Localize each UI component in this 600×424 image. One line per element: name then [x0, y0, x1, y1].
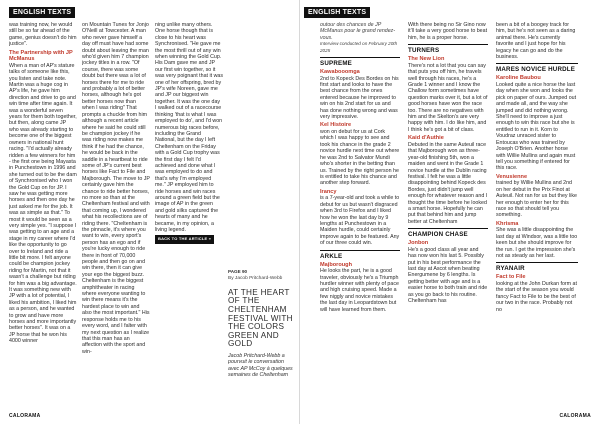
- race-heading: CHAMPION CHASE: [408, 228, 488, 238]
- race-heading: RYANAIR: [496, 262, 578, 272]
- interview-date: Interview conducted on February 20th 2025: [320, 41, 398, 53]
- horse-analysis: He looks the part, he is a good traveler, obviously he's a Triumph hurdler winner with plenty of pace and high cruising speed. Made a few niggly and novice mistakes the last day in Leopardstown but will have learned from them.: [320, 268, 399, 313]
- article-column-1: [9, 22, 77, 345]
- horse-name: Fact to File: [496, 274, 526, 281]
- article-column-3: [155, 22, 223, 244]
- byline: By Jacob Pritchard-Webb: [228, 276, 283, 282]
- horse-name: Kawabooomga: [320, 69, 360, 76]
- feature-intro: Jacob Pritchard-Webb a pourvuit le conversation avec AP McCoy à quelques semaines de Cheltenham: [228, 352, 293, 379]
- horse-analysis: is a 7-year-old and took a while to debut for us but wasn't disgraced when 3rd to Firefox and I liked how he won the last day by 9 lengths at Punchestown in a Maiden hurdle, could certainly improve again to be featured. Any of our three could win.: [320, 195, 400, 247]
- continued-text: With there being no Sir Gino now it'll take a very good horse to beat him, he is a proper horse.: [408, 22, 488, 41]
- horse-analysis: Looked quite a nice horse the last day when she won and looks the pick on paper of ours. Jumped out and made all, and the way she jumped and did nothing wrong. She'll need to improve a just enough to win this race but she is entitled to run in it. Korn to Voudraz unraced sister to Entoucas who was trained by Joseph O'Brien. Another horse with Willie Mullins and again must tell you something if entered for this race.: [496, 82, 577, 172]
- horse-name: Venusienne: [496, 173, 528, 180]
- horse-analysis: There's not a lot that you can say that puts you off him, he travels well through his races, he's a Grade 1 winner and I know the Challow form sometimes have question marks over it, but a lot of good horses have won the race too. There are no negatives with him and the Skelton's are very happy with him. I do like him, and I think he's got a bit of class.: [408, 62, 488, 133]
- feature-headline: AT THE HEART OF THE CHELTENHAM FESTIVAL WITH THE COLORS GREEN AND GOLD: [228, 287, 293, 349]
- horse-analysis: trained by Willie Mullins and 2nd on her debut in the Prix Finot at Auteuil. Not ran for us but they like her enough to enter her for this race so that should tell you something.: [496, 180, 577, 219]
- horse-analysis: looking at the John Durkan form at the start of the season you would fancy Fact to File to be the best of our two in the race. Probably not no: [496, 280, 577, 313]
- section-header-tab: ENGLISH TEXTS: [9, 7, 75, 18]
- horse-analysis: He's a good class all year and has now won his last 5. Possibly put in his best performance the last day at Ascot when beating Energumene by 6 lengths. Is getting better with age and is a easier horse to both train and ride as you go back to his routine. Cheltenham has: [408, 246, 488, 304]
- back-to-article-button[interactable]: BACK TO THE ARTICLE »: [155, 235, 214, 243]
- article-body-text: ning unlike many others. One horse though that is close to his heart was Synchronised. "He gave me the most thrill out of any win when winning the Gold Cup. His Dam gave me and JP our first win together, so it was very poignant that it was one of her offspring, bred by JP's wife Noreen, gave me and JP our biggest win together. It was the one day I walked out of a racecourse thinking 'that is what I was employed to do', and I'd won numerous big races before, including the Grand National, but the day I left Cheltenham on the Friday with a Gold Cup trophy was the first day I felt I'd achieved and done what I was employed to do and that's why I'm employed me." JP employed him to ride horses and win races around a green field but the image of AP in the green and gold silks captured the hearts of many and he became, in my opinion, a living legend.: [155, 22, 223, 233]
- tips-intro-text: outour des chances de JP McManus pour le grand rendez-vous.: [320, 22, 396, 41]
- footer-brand: CALORAMA: [9, 413, 41, 419]
- article-body-text: When a man of AP's stature talks of someone like this, you listen and take note. Martin was a huge cog in AP's life, he gave him direction and drive to go and win time after time again. It was a wonderful seven years for them both together, but then, along came JP who was already starting to become one of the biggest owners in national hunt racing. "I'd actually already ridden a few winners for him - the first one being Mayasta in Punchestown in 1996 and she turned out to be the dam of Synchronised who I won the Gold Cup on for JP. I saw he was getting more horses and then one day he just asked me for the job. It was as simple as that." To most it would be seen as a very simple yes. "I suppose I was getting to an age and a stage in my career where I'd like the opportunity to go over to Ireland and ride a little bit more. I felt anyone could be champion jockey riding for Martin, not that it wasn't a challenge but riding for him was a big advantage. It was something new with JP with a lot of potential, I liked his ambition, I liked him as a person, and he wanted to grow and have more horses and more importantly better horses". It was on a JP horse that he won his 4000 winner: [9, 62, 77, 345]
- race-heading: ARKLE: [320, 250, 400, 260]
- article-intro-text: was training now, he would still be so far ahead of the game, genius doesn't do him justice".: [9, 22, 77, 48]
- article-column-2: [82, 22, 150, 355]
- tips-column-1: [320, 22, 400, 313]
- tips-column-3: [496, 22, 578, 313]
- right-page: [300, 0, 600, 424]
- horse-name: Irancy: [320, 188, 337, 195]
- race-heading: MARES NOVICE HURDLE: [496, 63, 578, 73]
- horse-name: Majborough: [320, 261, 353, 268]
- horse-analysis: Debuted in the same Auteuil race that Majborough won as three-year-old finishing 5th, won a maiden and went in the Grade 1 novice hurdle at the Dublin racing festival. I felt he was a little disappointing behind Kopeck des Bordes, just didn't jump well enough for whatever reason and I thought the time before he looked a smart horse. Hopefully he can put that behind him and jump better at Cheltenham: [408, 141, 488, 225]
- page-number: PAGE 90: [228, 269, 248, 274]
- subheading-partnership: The Partnership with JP McManus: [9, 49, 73, 63]
- horse-name: Kaid d'Authie: [408, 135, 444, 142]
- horse-analysis: won on debut for us at Cork which I was happy to see and took his chance in the grade 2 novice hurdle next time out where he was 2nd to Salvator Mundi who's shorter in the betting than us. Trained by the right person he is entitled to take his chance and another step forward.: [320, 129, 400, 187]
- horse-analysis: 2nd to Kopeck Des Bordes on his first start and looks to have the best chance from the ones entered because he improved to win on his 2nd start for us and has done nothing wrong and was very impressive.: [320, 75, 399, 121]
- horse-name: The New Lion: [408, 56, 445, 63]
- feature-column: [228, 22, 294, 379]
- race-heading: SUPREME: [320, 57, 400, 67]
- section-header-tab: ENGLISH TEXTS: [304, 7, 370, 18]
- horse-name: Karoline Baubou: [496, 75, 541, 82]
- horse-analysis: She was a little disappointing the last day at Windsor, was a little too keen but she should improve for the run. I get the impression she's not as steady as her last.: [496, 227, 578, 259]
- tips-column-2: [408, 22, 488, 304]
- race-heading: TURNERS: [408, 44, 488, 54]
- footer-brand: CALORAMA: [559, 413, 591, 419]
- horse-name: Kel Histoire: [320, 122, 352, 129]
- article-body-text: on Mountain Tunes for Jonjo O'Neill at Towcester. A man who never gave himself a day off must have had some doubt about leaving the man who'd given him 7 champion jockey titles in a row. "Of course, there was some doubt but there was a lot of horses there for me to ride and probably a lot of better horses, although he's got better horses now than when I was riding" That prompts a chuckle from him although a recent article where he said he could still be champion jockey if he was riding now makes me think if he had the chance, he would be back in the saddle in a heartbeat to ride some of JP's current best horses like Fact to File and Majborough. The move to JP certainly gave him the chance to ride better horses, no more so than at the Cheltenham festival and with that coming up, I wondered what his recollections are of riding there. "Cheltenham is the pinnacle, it's where you want to win, every sport's person has an ego and if you're lucky enough to ride there in front of 70,000 people and then go on and win there, then it can give your ego the biggest buzz. Cheltenham is the biggest amphitheater in racing where everyone wanting to win there means it's the hardest place to win and also the most important." His response holds me to his every word, and I falter with my next question as I realize that this man has an affection with the sport and win-: [82, 22, 150, 355]
- continued-text: been a bit of a boogey track for him, but he's not seen as a daring animal there. He's currently favorite and I just hope for his legacy he can go and do the business.: [496, 22, 576, 61]
- horse-name: Jonbon: [408, 240, 429, 247]
- horse-name: Khrisma: [496, 220, 519, 227]
